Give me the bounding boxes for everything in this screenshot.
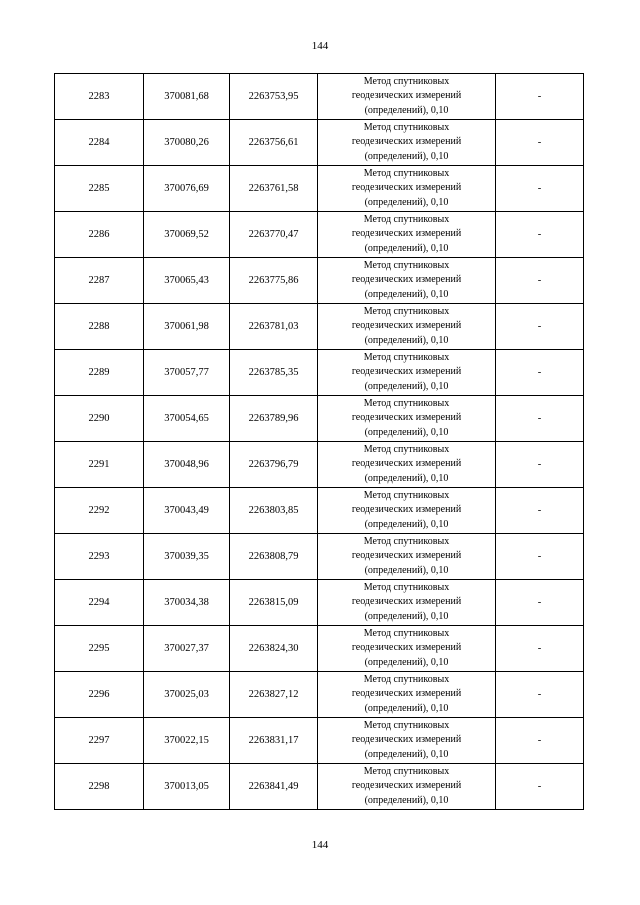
point-number-cell: 2287 bbox=[55, 258, 144, 304]
table-row bbox=[55, 212, 584, 258]
method-text-line: геодезических измерений bbox=[351, 596, 462, 608]
method-cell bbox=[318, 212, 496, 258]
note-cell: - bbox=[496, 626, 584, 672]
x-coordinate-cell: 370057,77 bbox=[144, 350, 230, 396]
point-number-cell: 2296 bbox=[55, 672, 144, 718]
method-cell bbox=[318, 488, 496, 534]
method-text-line: (определений), 0,10 bbox=[364, 104, 449, 116]
method-text-line: Метод спутниковых bbox=[363, 765, 450, 777]
note-cell: - bbox=[496, 258, 584, 304]
method-text-line: геодезических измерений bbox=[351, 642, 462, 654]
y-coordinate-cell: 2263803,85 bbox=[230, 488, 318, 534]
x-coordinate-cell: 370039,35 bbox=[144, 534, 230, 580]
method-text-line: (определений), 0,10 bbox=[364, 794, 449, 806]
method-text-line: геодезических измерений bbox=[351, 136, 462, 148]
table-row bbox=[55, 396, 584, 442]
method-text-line: (определений), 0,10 bbox=[364, 288, 449, 300]
method-cell bbox=[318, 718, 496, 764]
y-coordinate-cell: 2263753,95 bbox=[230, 74, 318, 120]
method-text-line: (определений), 0,10 bbox=[364, 196, 449, 208]
method-text-line: (определений), 0,10 bbox=[364, 426, 449, 438]
table-row bbox=[55, 534, 584, 580]
y-coordinate-cell: 2263831,17 bbox=[230, 718, 318, 764]
method-text-line: (определений), 0,10 bbox=[364, 150, 449, 162]
method-text-line: Метод спутниковых bbox=[363, 489, 450, 501]
method-text-line: Метод спутниковых bbox=[363, 719, 450, 731]
table-row bbox=[55, 764, 584, 810]
y-coordinate-cell: 2263761,58 bbox=[230, 166, 318, 212]
method-text-line: геодезических измерений bbox=[351, 366, 462, 378]
method-text-line: Метод спутниковых bbox=[363, 535, 450, 547]
page-number-bottom: 144 bbox=[311, 839, 329, 851]
note-cell: - bbox=[496, 488, 584, 534]
point-number-cell: 2285 bbox=[55, 166, 144, 212]
method-text-line: Метод спутниковых bbox=[363, 581, 450, 593]
method-cell bbox=[318, 580, 496, 626]
y-coordinate-cell: 2263770,47 bbox=[230, 212, 318, 258]
y-coordinate-cell: 2263785,35 bbox=[230, 350, 318, 396]
x-coordinate-cell: 370013,05 bbox=[144, 764, 230, 810]
x-coordinate-cell: 370065,43 bbox=[144, 258, 230, 304]
method-text-line: (определений), 0,10 bbox=[364, 472, 449, 484]
point-number-cell: 2294 bbox=[55, 580, 144, 626]
note-cell: - bbox=[496, 442, 584, 488]
note-cell: - bbox=[496, 166, 584, 212]
method-cell bbox=[318, 258, 496, 304]
method-text-line: Метод спутниковых bbox=[363, 397, 450, 409]
point-number-cell: 2284 bbox=[55, 120, 144, 166]
method-text-line: геодезических измерений bbox=[351, 320, 462, 332]
method-text-line: геодезических измерений bbox=[351, 458, 462, 470]
table-row bbox=[55, 718, 584, 764]
method-cell bbox=[318, 396, 496, 442]
x-coordinate-cell: 370076,69 bbox=[144, 166, 230, 212]
coordinates-table bbox=[54, 73, 584, 810]
method-text-line: (определений), 0,10 bbox=[364, 242, 449, 254]
table-row bbox=[55, 120, 584, 166]
method-cell bbox=[318, 350, 496, 396]
table-row bbox=[55, 74, 584, 120]
table-row bbox=[55, 258, 584, 304]
note-cell: - bbox=[496, 350, 584, 396]
method-text-line: (определений), 0,10 bbox=[364, 656, 449, 668]
method-cell bbox=[318, 74, 496, 120]
method-text-line: геодезических измерений bbox=[351, 182, 462, 194]
note-cell: - bbox=[496, 534, 584, 580]
method-text-line: Метод спутниковых bbox=[363, 443, 450, 455]
method-text-line: геодезических измерений bbox=[351, 688, 462, 700]
method-text-line: геодезических измерений bbox=[351, 504, 462, 516]
table-row bbox=[55, 350, 584, 396]
method-text-line: (определений), 0,10 bbox=[364, 564, 449, 576]
note-cell: - bbox=[496, 212, 584, 258]
x-coordinate-cell: 370054,65 bbox=[144, 396, 230, 442]
note-cell: - bbox=[496, 672, 584, 718]
method-text-line: (определений), 0,10 bbox=[364, 334, 449, 346]
x-coordinate-cell: 370034,38 bbox=[144, 580, 230, 626]
x-coordinate-cell: 370025,03 bbox=[144, 672, 230, 718]
method-text-line: Метод спутниковых bbox=[363, 167, 450, 179]
method-text-line: Метод спутниковых bbox=[363, 627, 450, 639]
method-text-line: (определений), 0,10 bbox=[364, 610, 449, 622]
note-cell: - bbox=[496, 580, 584, 626]
method-cell bbox=[318, 626, 496, 672]
method-text-line: геодезических измерений bbox=[351, 734, 462, 746]
table-row bbox=[55, 442, 584, 488]
y-coordinate-cell: 2263775,86 bbox=[230, 258, 318, 304]
coordinates-table-body bbox=[55, 74, 584, 810]
table-row bbox=[55, 488, 584, 534]
method-text-line: (определений), 0,10 bbox=[364, 518, 449, 530]
point-number-cell: 2289 bbox=[55, 350, 144, 396]
method-cell bbox=[318, 764, 496, 810]
method-cell bbox=[318, 166, 496, 212]
method-text-line: геодезических измерений bbox=[351, 412, 462, 424]
method-text-line: Метод спутниковых bbox=[363, 673, 450, 685]
x-coordinate-cell: 370080,26 bbox=[144, 120, 230, 166]
x-coordinate-cell: 370027,37 bbox=[144, 626, 230, 672]
x-coordinate-cell: 370043,49 bbox=[144, 488, 230, 534]
method-text-line: геодезических измерений bbox=[351, 550, 462, 562]
y-coordinate-cell: 2263841,49 bbox=[230, 764, 318, 810]
method-cell bbox=[318, 442, 496, 488]
method-text-line: Метод спутниковых bbox=[363, 305, 450, 317]
point-number-cell: 2297 bbox=[55, 718, 144, 764]
point-number-cell: 2298 bbox=[55, 764, 144, 810]
method-cell bbox=[318, 672, 496, 718]
method-text-line: Метод спутниковых bbox=[363, 75, 450, 87]
y-coordinate-cell: 2263796,79 bbox=[230, 442, 318, 488]
x-coordinate-cell: 370081,68 bbox=[144, 74, 230, 120]
method-text-line: Метод спутниковых bbox=[363, 351, 450, 363]
point-number-cell: 2291 bbox=[55, 442, 144, 488]
y-coordinate-cell: 2263815,09 bbox=[230, 580, 318, 626]
note-cell: - bbox=[496, 718, 584, 764]
point-number-cell: 2283 bbox=[55, 74, 144, 120]
method-text-line: Метод спутниковых bbox=[363, 259, 450, 271]
method-text-line: геодезических измерений bbox=[351, 90, 462, 102]
point-number-cell: 2288 bbox=[55, 304, 144, 350]
x-coordinate-cell: 370048,96 bbox=[144, 442, 230, 488]
method-cell bbox=[318, 534, 496, 580]
table-row bbox=[55, 626, 584, 672]
point-number-cell: 2290 bbox=[55, 396, 144, 442]
y-coordinate-cell: 2263781,03 bbox=[230, 304, 318, 350]
table-row bbox=[55, 580, 584, 626]
x-coordinate-cell: 370022,15 bbox=[144, 718, 230, 764]
y-coordinate-cell: 2263827,12 bbox=[230, 672, 318, 718]
note-cell: - bbox=[496, 74, 584, 120]
table-row bbox=[55, 672, 584, 718]
point-number-cell: 2295 bbox=[55, 626, 144, 672]
y-coordinate-cell: 2263808,79 bbox=[230, 534, 318, 580]
method-cell bbox=[318, 120, 496, 166]
note-cell: - bbox=[496, 120, 584, 166]
y-coordinate-cell: 2263756,61 bbox=[230, 120, 318, 166]
point-number-cell: 2293 bbox=[55, 534, 144, 580]
method-text-line: геодезических измерений bbox=[351, 228, 462, 240]
method-text-line: Метод спутниковых bbox=[363, 213, 450, 225]
point-number-cell: 2292 bbox=[55, 488, 144, 534]
note-cell: - bbox=[496, 764, 584, 810]
point-number-cell: 2286 bbox=[55, 212, 144, 258]
method-text-line: геодезических измерений bbox=[351, 780, 462, 792]
method-text-line: Метод спутниковых bbox=[363, 121, 450, 133]
note-cell: - bbox=[496, 304, 584, 350]
note-cell: - bbox=[496, 396, 584, 442]
method-text-line: геодезических измерений bbox=[351, 274, 462, 286]
x-coordinate-cell: 370061,98 bbox=[144, 304, 230, 350]
x-coordinate-cell: 370069,52 bbox=[144, 212, 230, 258]
table-row bbox=[55, 166, 584, 212]
method-text-line: (определений), 0,10 bbox=[364, 702, 449, 714]
method-text-line: (определений), 0,10 bbox=[364, 380, 449, 392]
y-coordinate-cell: 2263789,96 bbox=[230, 396, 318, 442]
method-cell bbox=[318, 304, 496, 350]
table-row bbox=[55, 304, 584, 350]
page-number-top: 144 bbox=[311, 40, 329, 52]
y-coordinate-cell: 2263824,30 bbox=[230, 626, 318, 672]
method-text-line: (определений), 0,10 bbox=[364, 748, 449, 760]
